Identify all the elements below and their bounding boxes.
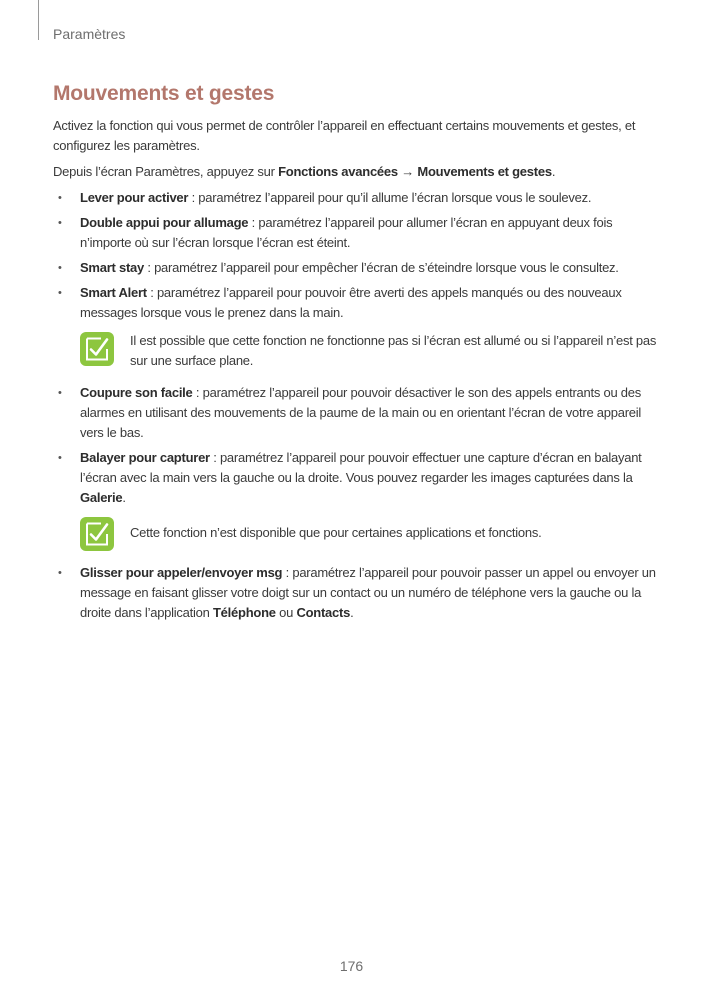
bullet-icon: •: [58, 387, 62, 399]
list-item-easy-mute: [53, 383, 658, 443]
section-header: Paramètres: [53, 26, 126, 42]
header-rule: [38, 0, 39, 40]
item-description: : paramétrez l’appareil pour pouvoir effectuer une capture d’écran en balayant l’écran avec la main vers la gauche ou la droite. Vous pouvez regarder les images capturées dans la: [80, 450, 642, 485]
list-item-double-tap: [53, 213, 658, 253]
page-content: [53, 80, 658, 628]
intro-paragraph: Activez la fonction qui vous permet de contrôler l’appareil en effectuant certains mouvements et gestes, et configurez les paramètres.: [53, 118, 636, 153]
note-icon: [80, 332, 114, 366]
feature-list: [53, 563, 658, 623]
feature-list: [53, 383, 658, 508]
item-end: .: [350, 605, 354, 620]
item-term: Coupure son facile: [80, 385, 193, 400]
path-arrow: →: [401, 164, 414, 179]
item-term: Double appui pour allumage: [80, 215, 249, 230]
item-description: : paramétrez l’appareil pour pouvoir passer un appel ou envoyer un message en faisant glisser votre doigt sur un contact ou un numéro de téléphone vers la gauche ou la droite dans l’application: [80, 565, 656, 620]
bullet-icon: •: [58, 262, 62, 274]
note-text: Cette fonction n’est disponible que pour certaines applications et fonctions.: [130, 525, 542, 540]
item-term: Smart Alert: [80, 285, 147, 300]
item-end: .: [122, 490, 126, 505]
list-item-lift-to-wake: [53, 188, 658, 208]
item-term: Balayer pour capturer: [80, 450, 210, 465]
list-item-swipe-to-call: [53, 563, 658, 623]
item-term: Lever pour activer: [80, 190, 189, 205]
bullet-icon: •: [58, 287, 62, 299]
item-description: : paramétrez l’appareil pour allumer l’écran en appuyant deux fois n’importe où sur l’écran lorsque l’écran est éteint.: [80, 215, 613, 250]
note-text: Il est possible que cette fonction ne fonctionne pas si l’écran est allumé ou si l’appareil n’est pas sur une surface plane.: [130, 333, 657, 368]
list-item-smart-stay: [53, 258, 658, 278]
contacts-app-name: Contacts: [296, 605, 351, 620]
list-item-smart-alert: [53, 283, 658, 323]
path-suffix: .: [551, 164, 556, 179]
path-step-advanced-features: Fonctions avancées: [278, 164, 398, 179]
list-item-palm-swipe: [53, 448, 658, 508]
feature-list: [53, 188, 658, 323]
item-term: Glisser pour appeler/envoyer msg: [80, 565, 283, 580]
bullet-icon: •: [58, 567, 62, 579]
page-title: Mouvements et gestes: [53, 82, 275, 105]
path-prefix: Depuis l’écran Paramètres, appuyez sur: [53, 164, 279, 179]
item-description: : paramétrez l’appareil pour pouvoir désactiver le son des appels entrants ou des alarmes en utilisant des mouvements de la paume de la main ou en orientant l’écran de votre appareil vers le bas.: [80, 385, 642, 440]
note-icon: [80, 517, 114, 551]
phone-app-name: Téléphone: [212, 605, 276, 620]
item-description: : paramétrez l’appareil pour qu’il allume l’écran lorsque vous le soulevez.: [188, 190, 592, 205]
note-block: [80, 331, 658, 371]
bullet-icon: •: [58, 217, 62, 229]
bullet-icon: •: [58, 452, 62, 464]
item-description: : paramétrez l’appareil pour empêcher l’écran de s’éteindre lorsque vous le consultez.: [143, 260, 619, 275]
item-term: Smart stay: [80, 260, 144, 275]
item-conjunction: ou: [275, 605, 297, 620]
note-block: [80, 516, 658, 551]
item-description: : paramétrez l’appareil pour pouvoir être averti des appels manqués ou des nouveaux messages lorsque vous le prenez dans la main.: [80, 285, 622, 320]
gallery-app-name: Galerie: [80, 490, 123, 505]
bullet-icon: •: [58, 192, 62, 204]
navigation-path: [53, 162, 658, 182]
path-step-motions-gestures: Mouvements et gestes: [417, 164, 552, 179]
page-number: 176: [339, 958, 364, 974]
